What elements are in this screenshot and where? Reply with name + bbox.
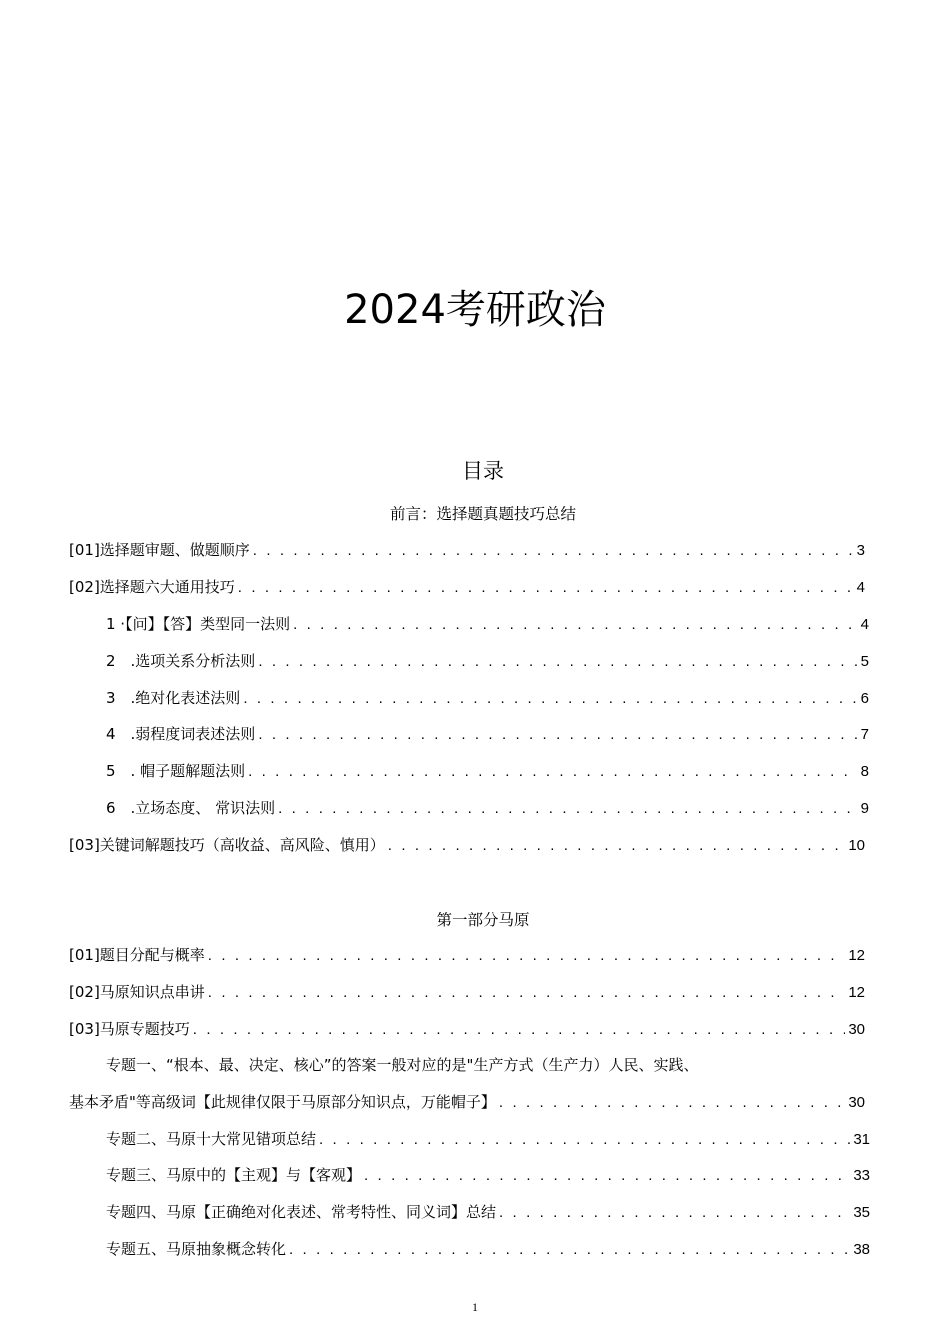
toc-leader (208, 983, 846, 1003)
toc-entry-page: 6 (860, 690, 869, 707)
toc-entry-page: 8 (860, 763, 869, 780)
preface-heading: 前言：选择题真题技巧总结 (389, 505, 576, 523)
toc-entry-text: [03]马原专题技巧 (69, 1020, 190, 1038)
toc-leader (289, 1240, 850, 1260)
toc-entry-text: 3 .绝对化表述法则 (106, 689, 241, 707)
toc-entry-page: 33 (853, 1167, 870, 1184)
toc-entry-page: 7 (860, 726, 869, 743)
toc-entry[interactable] (106, 1202, 870, 1223)
toc-entry-page: 35 (853, 1204, 870, 1221)
toc-entry-text: [01]题目分配与概率 (69, 946, 205, 964)
toc-entry-text: 4 .弱程度词表述法则 (106, 725, 256, 743)
toc-entry-page: 30 (848, 1094, 865, 1111)
toc-entry-text: [02]选择题六大通用技巧 (69, 578, 235, 596)
toc-entry-text: 2 .选项关系分析法则 (106, 652, 256, 670)
toc-entry[interactable] (106, 761, 869, 782)
toc-leader (293, 615, 858, 635)
toc-entry-text: 专题五、马原抽象概念转化 (106, 1240, 287, 1258)
toc-entry[interactable] (69, 945, 865, 966)
toc-entry[interactable] (106, 798, 869, 819)
toc-entry[interactable] (69, 540, 865, 561)
toc-entry-page: 4 (856, 579, 865, 596)
toc-leader (248, 762, 858, 782)
toc-leader (253, 541, 854, 561)
toc-entry-text: 专题四、马原【正确绝对化表述、常考特性、同义词】总结 (106, 1203, 497, 1221)
toc-entry[interactable] (69, 577, 865, 598)
toc-entry[interactable] (69, 1092, 865, 1113)
toc-entry-page: 10 (848, 837, 865, 854)
toc-entry-text: [01]选择题审题、做题顺序 (69, 541, 250, 559)
toc-entry-page: 38 (853, 1241, 870, 1258)
toc-leader (278, 799, 858, 819)
toc-entry[interactable] (106, 614, 869, 635)
toc-entry-text: 专题三、马原中的【主观】与【客观】 (106, 1166, 362, 1184)
toc-entry[interactable] (106, 1239, 870, 1260)
toc-entry[interactable] (106, 651, 869, 672)
toc-leader (499, 1093, 845, 1113)
part1-heading: 第一部分马原 (436, 911, 530, 929)
toc-leader (243, 689, 857, 709)
toc-entry-text: 1 ·【问】【答】类型同一法则 (106, 615, 291, 633)
toc-entry-page: 4 (860, 616, 869, 633)
toc-entry[interactable] (106, 724, 869, 745)
toc-entry-text: 5 . 帽子题解题法则 (106, 762, 246, 780)
toc-entry[interactable] (106, 688, 869, 709)
toc-entry-page: 5 (860, 653, 869, 670)
toc-leader (364, 1166, 850, 1186)
toc-leader (208, 946, 846, 966)
toc-entry-text: 6 .立场态度、 常识法则 (106, 799, 276, 817)
toc-entry-page: 3 (856, 542, 865, 559)
page-number: 1 (472, 1300, 478, 1314)
toc-entry-text: 基本矛盾"等高级词【此规律仅限于马原部分知识点，万能帽子】 (69, 1093, 496, 1111)
toc-leader (193, 1020, 846, 1040)
toc-heading: 目录 (462, 459, 504, 483)
toc-leader (258, 725, 857, 745)
toc-entry-page: 30 (848, 1021, 865, 1038)
toc-leader (319, 1130, 850, 1150)
toc-leader (258, 652, 857, 672)
toc-entry[interactable] (69, 982, 865, 1003)
toc-entry-text: [03]关键词解题技巧（高收益、高风险、慎用） (69, 836, 385, 854)
topic1-text-line1: 专题一、“根本、最、决定、核心”的答案一般对应的是"生产方式（生产力）人民、实践、 (106, 1056, 699, 1074)
toc-entry[interactable] (106, 1129, 870, 1150)
toc-entry-text: 专题二、马原十大常见错项总结 (106, 1130, 317, 1148)
toc-entry-page: 9 (860, 800, 869, 817)
toc-entry-page: 12 (848, 947, 865, 964)
toc-entry-text: [02]马原知识点串讲 (69, 983, 205, 1001)
toc-leader (499, 1203, 850, 1223)
toc-entry-page: 12 (848, 984, 865, 1001)
toc-entry[interactable] (69, 1019, 865, 1040)
toc-leader (238, 578, 854, 598)
toc-entry[interactable] (106, 1165, 870, 1186)
document-title: 2024考研政治 (344, 287, 606, 333)
toc-entry-page: 31 (853, 1131, 870, 1148)
toc-leader (388, 836, 846, 856)
toc-entry[interactable] (69, 835, 865, 856)
